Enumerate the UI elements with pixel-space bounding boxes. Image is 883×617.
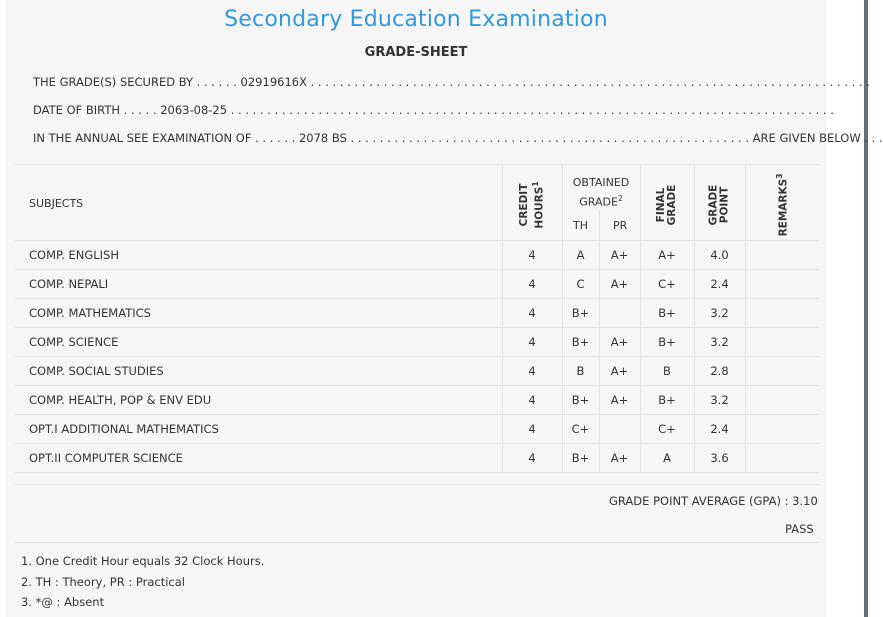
- result-bottom-border: [15, 542, 819, 543]
- credit-cell: 4: [528, 277, 536, 291]
- pr-grade-cell: A+: [610, 393, 629, 407]
- grade-point-cell: 3.2: [710, 335, 729, 349]
- remarks-header: [752, 168, 812, 242]
- note-credit: 1. One Credit Hour equals 32 Clock Hours.: [21, 554, 265, 568]
- grade-sheet-heading: GRADE-SHEET: [364, 45, 468, 60]
- given-below-text: ARE GIVEN BELOW . . .: [752, 131, 883, 145]
- pr-grade-cell: A+: [610, 451, 629, 465]
- th-grade-cell: B+: [571, 451, 590, 465]
- credit-cell: 4: [528, 422, 536, 436]
- page-title: Secondary Education Examination: [224, 7, 608, 32]
- grade-point-cell: 3.2: [710, 393, 729, 407]
- row-divider: [15, 327, 819, 328]
- table-top-border: [15, 164, 819, 165]
- exam-label: IN THE ANNUAL SEE EXAMINATION OF: [33, 131, 252, 145]
- row-divider: [15, 269, 819, 270]
- th-grade-cell: C: [576, 277, 585, 291]
- grade-point-label: GRADE POINT: [707, 184, 731, 226]
- secured-by-line: THE GRADE(S) SECURED BY . . . . . . 02919616X . . . . . . . . . . . . . . . . . . . . . . . . . . . . . . . . . . . . . . . . . . . . . . . . . . . . . . . . . . . . . . . . . . . . . . . . . . . . .: [33, 75, 870, 89]
- pr-grade-cell: A+: [610, 277, 629, 291]
- subject-cell: OPT.II COMPUTER SCIENCE: [29, 451, 183, 465]
- final-grade-label: FINAL GRADE: [655, 184, 678, 226]
- exam-line: IN THE ANNUAL SEE EXAMINATION OF . . . . . . 2078 BS . . . . . . . . . . . . . . . . . . . . . . . . . . . . . . . . . . . . . . . . . . . . . . . . . . . . . . . ARE GIVEN BELOW . . .: [33, 131, 883, 145]
- th-header: TH: [573, 219, 588, 232]
- final-grade-cell: B+: [658, 335, 676, 349]
- obtained-grade-header: [566, 175, 636, 211]
- grade-point-header: [695, 180, 745, 231]
- credit-cell: 4: [528, 393, 536, 407]
- result-status: PASS: [785, 522, 814, 536]
- th-grade-cell: A: [576, 248, 585, 262]
- remarks-label: REMARKS: [777, 178, 790, 237]
- grade-point-cell: 2.4: [710, 277, 729, 291]
- final-grade-cell: B+: [658, 306, 676, 320]
- th-grade-cell: B+: [571, 393, 590, 407]
- row-divider: [15, 443, 819, 444]
- remarks-sup: 3: [775, 173, 785, 179]
- credit-cell: 4: [528, 364, 536, 378]
- th-grade-cell: B+: [571, 335, 590, 349]
- subject-cell: COMP. SOCIAL STUDIES: [29, 364, 164, 378]
- pr-grade-cell: A+: [610, 248, 629, 262]
- row-divider: [15, 414, 819, 415]
- exam-year: 2078 BS: [298, 131, 347, 145]
- credit-cell: 4: [528, 335, 536, 349]
- th-grade-cell: B: [576, 364, 585, 378]
- grade-point-cell: 2.8: [710, 364, 729, 378]
- credit-cell: 4: [528, 451, 536, 465]
- subjects-header: SUBJECTS: [29, 197, 84, 210]
- final-grade-cell: C+: [658, 277, 676, 291]
- subject-cell: COMP. NEPALI: [29, 277, 109, 291]
- dob-value: 2063-08-25: [160, 103, 228, 117]
- final-grade-header: [642, 178, 692, 232]
- subject-cell: COMP. HEALTH, POP & ENV EDU: [29, 393, 212, 407]
- dob-label: DATE OF BIRTH: [33, 103, 121, 117]
- credit-hours-header: [507, 175, 557, 235]
- credit-hours-sup: 1: [530, 181, 540, 187]
- col-divider: [745, 164, 746, 472]
- gpa-value: 3.10: [792, 494, 818, 508]
- th-grade-cell: C+: [571, 422, 590, 436]
- result-top-border: [15, 484, 819, 485]
- pr-grade-cell: A+: [610, 364, 629, 378]
- note-absent: 3. *@ : Absent: [21, 595, 105, 609]
- obtained-grade-sup: 2: [617, 194, 623, 203]
- final-grade-cell: B+: [658, 393, 676, 407]
- th-grade-cell: B+: [571, 306, 590, 320]
- credit-cell: 4: [528, 248, 536, 262]
- pr-grade-cell: A+: [610, 335, 629, 349]
- table-header-border: [15, 240, 819, 241]
- credit-cell: 4: [528, 306, 536, 320]
- note-th-pr: 2. TH : Theory, PR : Practical: [21, 575, 185, 589]
- final-grade-cell: A+: [658, 248, 676, 262]
- grade-point-cell: 4.0: [710, 248, 729, 262]
- grade-point-cell: 2.4: [710, 422, 729, 436]
- credit-hours-label: CREDIT HOURS: [517, 183, 546, 229]
- final-grade-cell: A: [663, 451, 671, 465]
- row-divider: [15, 356, 819, 357]
- grade-point-cell: 3.6: [710, 451, 729, 465]
- row-divider: [15, 298, 819, 299]
- grade-point-cell: 3.2: [710, 306, 729, 320]
- gpa-label: GRADE POINT AVERAGE (GPA) :: [609, 494, 789, 508]
- result-panel: [15, 484, 819, 542]
- pr-header: PR: [613, 219, 628, 232]
- row-divider: [15, 385, 819, 386]
- subject-cell: COMP. SCIENCE: [29, 335, 119, 349]
- secured-by-label: THE GRADE(S) SECURED BY: [33, 75, 194, 89]
- row-divider: [15, 472, 819, 473]
- obtained-grade-label: OBTAINED GRADE: [572, 176, 630, 209]
- final-grade-cell: C+: [658, 422, 676, 436]
- final-grade-cell: B: [663, 364, 671, 378]
- subject-cell: COMP. MATHEMATICS: [29, 306, 151, 320]
- dob-line: DATE OF BIRTH . . . . . 2063-08-25 . . . . . . . . . . . . . . . . . . . . . . . . . . . . . . . . . . . . . . . . . . . . . . . . . . . . . . . . . . . . . . . . . . . . . . . . . . . . . . . . . . .: [33, 103, 834, 117]
- symbol-number: 02919616X: [240, 75, 307, 89]
- gpa-line: [609, 494, 818, 508]
- page-edge: [864, 0, 868, 617]
- subject-cell: COMP. ENGLISH: [29, 248, 119, 262]
- subject-cell: OPT.I ADDITIONAL MATHEMATICS: [29, 422, 219, 436]
